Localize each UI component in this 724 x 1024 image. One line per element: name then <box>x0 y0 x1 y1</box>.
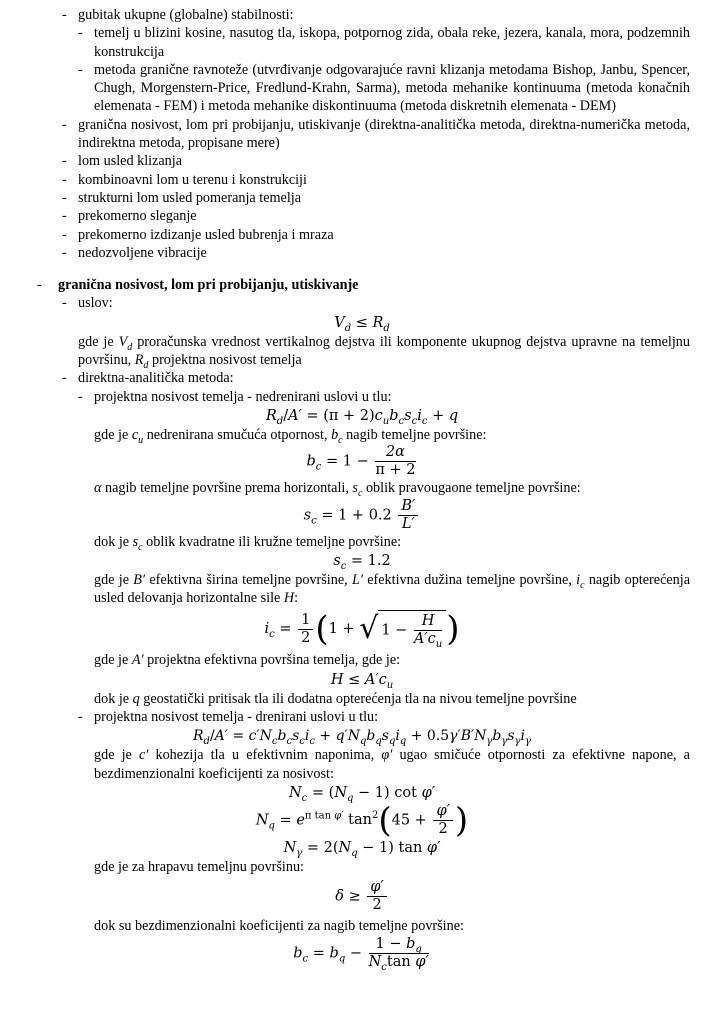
paragraph-sc2: dok je $s_c$ oblik kvadratne ili kružne temeljne površine: <box>94 533 402 553</box>
equation-ic: $i_c$ = $\frac{1}{2}$ (1 + √ 1 − $\frac{H}{A'c_u}$ ) <box>264 609 460 651</box>
list-item: - kombinoavni lom u terenu i konstrukciji <box>62 171 307 188</box>
paragraph-condition: gde je $V_d$ proračunska vrednost vertikalnog dejstva ili komponente ukupnog dejstva upravne na temeljnu površinu, $R_d$ projektna nosivost temelja <box>78 333 690 371</box>
equation-Nc: $N_c = (N_q - 1)$ cot φ′ <box>288 784 436 804</box>
equation-H: $H \le A'c_u$ <box>330 671 394 691</box>
equation-Nq: $N_q = e^{\pi tan \varphi'}$ $\tan^2(45$ + $\frac{\varphi'}{2}$ ) <box>255 800 469 841</box>
paragraph-cu: gde je $c_u$ nedrenirana smučuća otpornost, $b_c$ nagib temeljne površine: <box>94 426 487 446</box>
list-item: - gubitak ukupne (globalne) stabilnosti: <box>62 7 294 23</box>
list-item: - temelj u blizini kosine, nasutog tla, iskopa, potpornog zida, obala reke, jezera, kanala, mora, podzemnih konstrukcija <box>78 25 690 60</box>
equation-delta: δ ≥ $\frac{\varphi'}{2}$ <box>0 879 724 914</box>
equation-drained: $R_d/A' = c'N_cb_cs_ci_c + q'N_qb_qs_qi_q + 0.5\gamma'B'N_\gamma b_\gamma s_\gamma i_\gamma$ <box>192 728 531 748</box>
paragraph-rough: gde je za hrapavu temeljnu površinu: <box>94 858 304 875</box>
list-item: - nedozvoljene vibracije <box>62 244 207 261</box>
paragraph-q: dok je q geostatički pritisak tla ili dodatna opterećenja tla na nivou temeljne površine <box>94 690 577 707</box>
paragraph-c: gde je c′ kohezija tla u efektivnim naponima, φ′ ugao smičuće otpornosti za efektivne napone, a bezdimenzionalni koeficijenti za nosivost: <box>94 747 690 782</box>
list-item: - prekomerno sleganje <box>62 208 197 225</box>
equation-bcq: $b_c = b_q$ − $\frac{1 - b_q}{N_c\tan \varphi'}$ <box>293 935 429 973</box>
equation-Ngamma: $N_\gamma = 2(N_q - 1)$ tan φ′ <box>283 839 441 859</box>
equation-undrained: $R_d/A' = (\pi + 2)c_ub_cs_ci_c + q$ <box>265 407 459 427</box>
paragraph-A: gde je A′ projektna efektivna površina temelja, gde je: <box>94 652 401 669</box>
list-item: - lom usled klizanja <box>62 153 183 170</box>
list-item: - direktna-analitička metoda: <box>62 370 234 387</box>
paragraph-alpha: α nagib temeljne površine prema horizontali, $s_c$ oblik pravougaone temeljne površine: <box>94 480 581 500</box>
list-item: - strukturni lom usled pomeranja temelja <box>62 189 302 206</box>
list-item: - projektna nosivost temelja - drenirani uslovi u tlu: <box>78 709 379 726</box>
equation-bc: $b_c = 1$ − $\frac{2\alpha}{\pi + 2}$ <box>306 444 416 479</box>
list-item: - uslov: <box>62 295 113 312</box>
list-item: - projektna nosivost temelja - nedrenirani uslovi u tlu: <box>78 388 392 405</box>
paragraph-B: gde je B′ efektivna širina temeljne površine, L′ efektivna dužina temeljne površine, $i_c$ nagib opterećenja usled delovanja horizontalne sile H: <box>94 571 690 607</box>
list-item: - prekomerno izdizanje usled bubrenja i mraza <box>62 226 334 243</box>
equation-sc2: $s_c = 1.2$ <box>333 552 391 572</box>
equation-condition: $V_d \le R_d$ <box>334 314 390 334</box>
equation-sc: $s_c = 1 + 0.2$ $\frac{B'}{L'}$ <box>0 498 724 533</box>
list-item: - metoda granične ravnoteže (utvrđivanje odgovarajuće ravni klizanja metodama Bishop, Janbu, Spencer, Chugh, Morgenstern-Price, Fredlund-Krahn, Sarma), metoda mehanike kontinuuma (metoda konačnih elemenata - FEM) i metoda mehanike diskontinuuma (metoda diskretnih elemenata - DEM) <box>78 61 690 115</box>
paragraph-incl: dok su bezdimenzionalni koeficijenti za nagib temeljne površine: <box>94 918 464 935</box>
section-heading: - granična nosivost, lom pri probijanju, utiskivanje <box>37 277 359 294</box>
list-item: - granična nosivost, lom pri probijanju, utiskivanje (direktna-analitička metoda, direktna-numerička metoda, indirektna metoda, propisane mere) <box>62 116 690 152</box>
